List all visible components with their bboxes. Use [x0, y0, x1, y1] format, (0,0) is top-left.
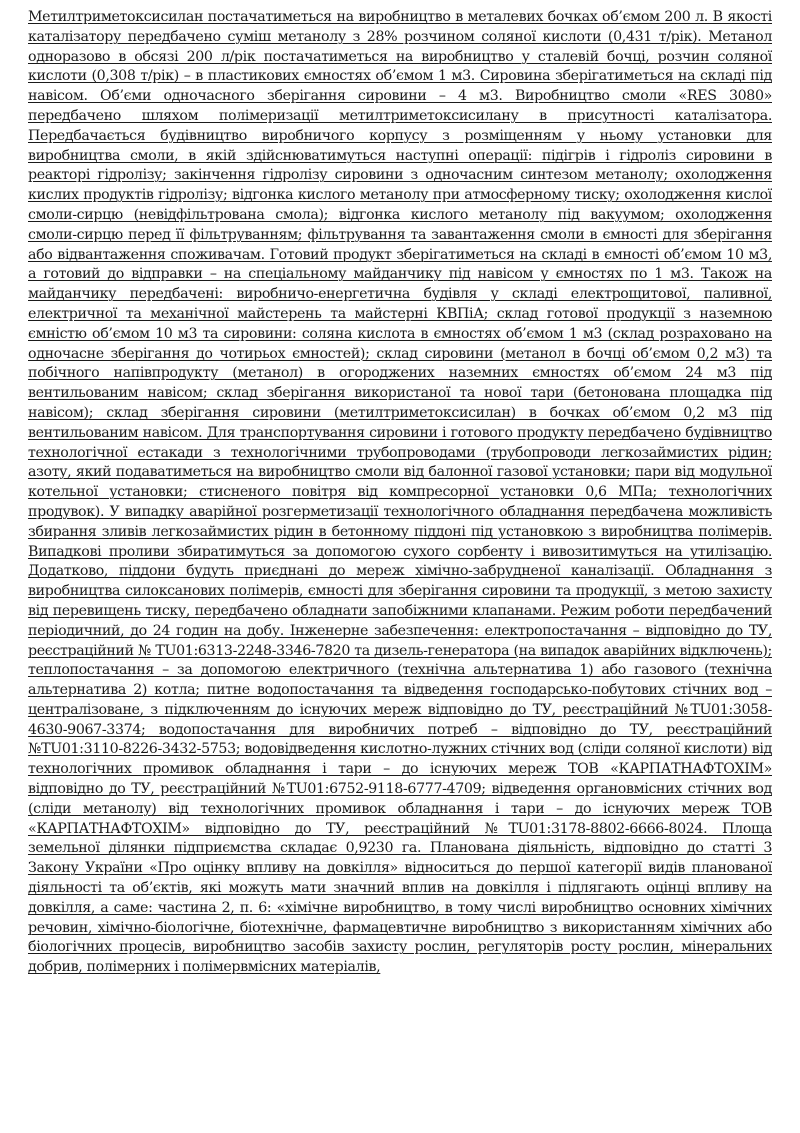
document-page	[28, 8, 772, 1128]
body-paragraph: Метилтриметоксисилан постачатиметься на виробництво в металевих бочках об’ємом 200 л. В якості каталізатору передбачено суміш метанолу з 28% розчином соляної кислоти (0,431 т/рік). Метанол одноразово в обсязі 200 л/рік постачатиметься на виробництво у сталевій бочці, розчин соляної кислоти (0,308 т/рік) – в пластикових ємностях об’ємом 1 м3. Сировина зберігатиметься на складі під навісом. Об’єми одночасного зберігання сировини – 4 м3. Виробництво смоли «RES 3080» передбачено шляхом полімеризації метилтриметоксисилану в присутності каталізатора. Передбачається будівництво виробничого корпусу з розміщенням у ньому установки для виробництва смоли, в якій здійснюватимуться наступні операції: підігрів і гідроліз сировини в реакторі гідролізу; закінчення гідролізу сировини з одночасним синтезом метанолу; охолодження кислих продуктів гідролізу; відгонка кислого метанолу при атмосферному тиску; охолодження кислої смоли-сирцю (невідфільтрована смола); відгонка кислого метанолу під вакуумом; охолодження смоли-сирцю перед її фільтруванням; фільтрування та завантаження смоли в ємності для зберігання або відвантаження споживачам. Готовий продукт зберігатиметься на складі в ємності об’ємом 10 м3, а готовий до відправки – на спеціальному майданчику під навісом у ємностях по 1 м3. Також на майданчику передбачені: виробничо-енергетична будівля у складі електрощитової, паливної, електричної та механічної майстерень та майстерні КВПіА; склад готової продукції з наземною ємністю об’ємом 10 м3 та сировини: соляна кислота в ємностях об’ємом 1 м3 (склад розраховано на одночасне зберігання до чотирьох ємностей); склад сировини (метанол в бочці об’ємом 0,2 м3) та побічного напівпродукту (метанол) в огороджених наземних ємностях об’ємом 24 м3 під вентильованим навісом; склад зберігання використаної та нової тари (бетонована площадка під навісом); склад зберігання сировини (метилтриметоксисилан) в бочках об’ємом 0,2 м3 під вентильованим навісом. Для транспортування сировини і готового продукту передбачено будівництво технологічної естакади з технологічними трубопроводами (трубопроводи легкозаймистих рідин; азоту, який подаватиметься на виробництво смоли від балонної газової установки; пари від модульної котельної установки; стисненого повітря від компресорної установки 0,6 МПа; технологічних продувок). У випадку аварійної розгерметизації технологічного обладнання передбачена можливість збирання зливів легкозаймистих рідин в бетонному піддоні під установкою з виробництва полімерів. Випадкові проливи збиратимуться за допомогою сухого сорбенту і вивозитимуться на утилізацію. Додатково, піддони будуть приєднані до мереж хімічно-забрудненої каналізації. Обладнання з виробництва силоксанових полімерів, ємності для зберігання сировини та продукції, з метою захисту від перевищень тиску, передбачено обладнати запобіжними клапанами. Режим роботи передбачений періодичний, до 24 годин на добу. Інженерне забезпечення: електропостачання – відповідно до ТУ, реєстраційний № TU01:6313-2248-3346-7820 та дизель-генератора (на випадок аварійних відключень); теплопостачання – за допомогою електричного (технічна альтернатива 1) або газового (технічна альтернатива 2) котла; питне водопостачання та відведення господарсько-побутових стічних вод – централізоване, з підключенням до існуючих мереж відповідно до ТУ, реєстраційний №TU01:3058-4630-9067-3374; водопостачання для виробничих потреб – відповідно до ТУ, реєстраційний №TU01:3110-8226-3432-5753; водовідведення кислотно-лужних стічних вод (сліди соляної кислоти) від технологічних промивок обладнання і тари – до існуючих мереж ТОВ «КАРПАТНАФТОХІМ» відповідно до ТУ, реєстраційний №TU01:6752-9118-6777-4709; відведення органовмісних стічних вод (сліди метанолу) від технологічних промивок обладнання і тари – до існуючих мереж ТОВ «КАРПАТНАФТОХІМ» відповідно до ТУ, реєстраційний №TU01:3178-8802-6666-8024. Площа земельної ділянки підприємства складає 0,9230 га. Планована діяльність, відповідно до статті 3 Закону України «Про оцінку впливу на довкілля» відноситься до першої категорії видів планованої діяльності та об’єктів, які можуть мати значний вплив на довкілля і підлягають оцінці впливу на довкілля, а саме: частина 2, п. 6: «хімічне виробництво, в тому числі виробництво основних хімічних речовин, хімічно-біологічне, біотехнічне, фармацевтичне виробництво з використанням хімічних або біологічних процесів, виробництво засобів захисту рослин, регуляторів росту рослин, мінеральних добрив, полімерних і полімервмісних матеріалів,	[28, 9, 772, 976]
